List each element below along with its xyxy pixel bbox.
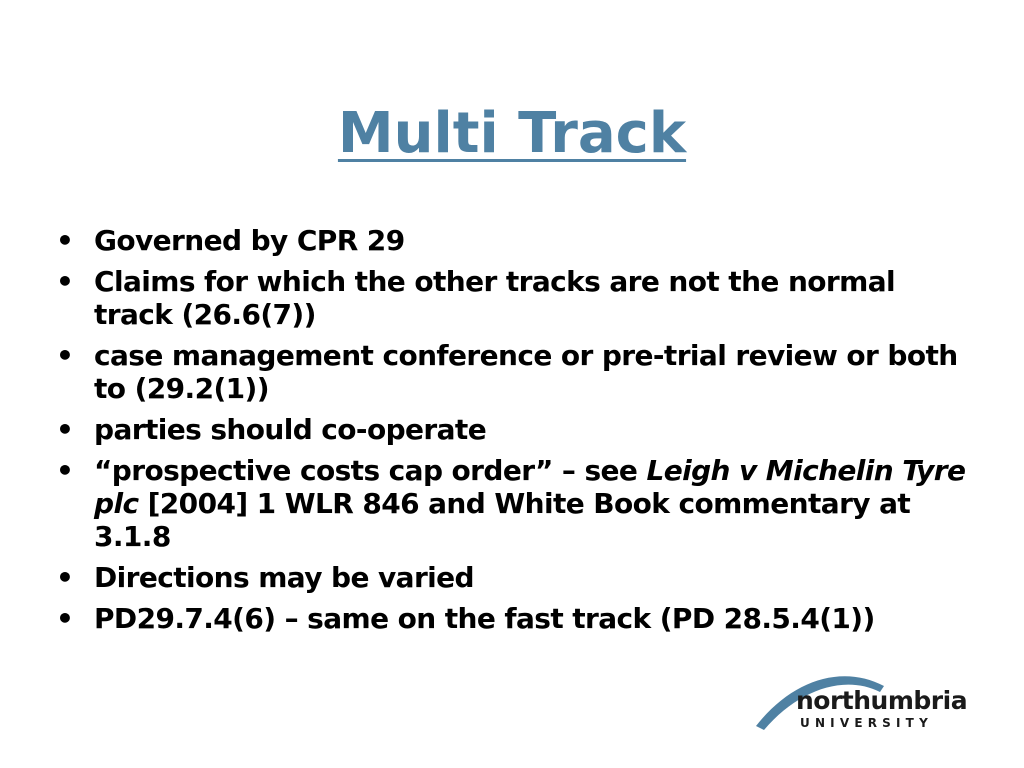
bullet-item (56, 602, 976, 635)
slide-title: Multi Track (337, 101, 687, 166)
logo-wordmark: northumbria (796, 686, 968, 715)
bullet-list (56, 224, 976, 643)
logo-subtitle: UNIVERSITY (800, 716, 933, 730)
bullet-text: case management conference or pre-trial review or both to (29.2(1)) (94, 339, 958, 405)
bullet-icon: • (56, 224, 74, 257)
bullet-icon: • (56, 561, 74, 594)
bullet-text: “prospective costs cap order” – see (94, 454, 647, 487)
northumbria-logo (752, 660, 972, 740)
bullet-item (56, 413, 976, 446)
bullet-icon: • (56, 602, 74, 635)
bullet-item (56, 454, 976, 553)
bullet-text-italic: Leigh v Michelin Tyre plc (94, 454, 966, 520)
bullet-icon: • (56, 413, 74, 446)
bullet-text: Directions may be varied (94, 561, 474, 594)
bullet-text: Governed by CPR 29 (94, 224, 405, 257)
bullet-icon: • (56, 265, 74, 298)
bullet-icon: • (56, 454, 74, 487)
bullet-text: PD29.7.4(6) – same on the fast track (PD 28.5.4(1)) (94, 602, 875, 635)
bullet-text: parties should co-operate (94, 413, 487, 446)
bullet-item (56, 339, 976, 405)
bullet-item (56, 265, 976, 331)
bullet-item (56, 224, 976, 257)
bullet-item (56, 561, 976, 594)
bullet-text: Claims for which the other tracks are not the normal track (26.6(7)) (94, 265, 896, 331)
bullet-text: [2004] 1 WLR 846 and White Book commentary at 3.1.8 (94, 487, 911, 553)
bullet-icon: • (56, 339, 74, 372)
